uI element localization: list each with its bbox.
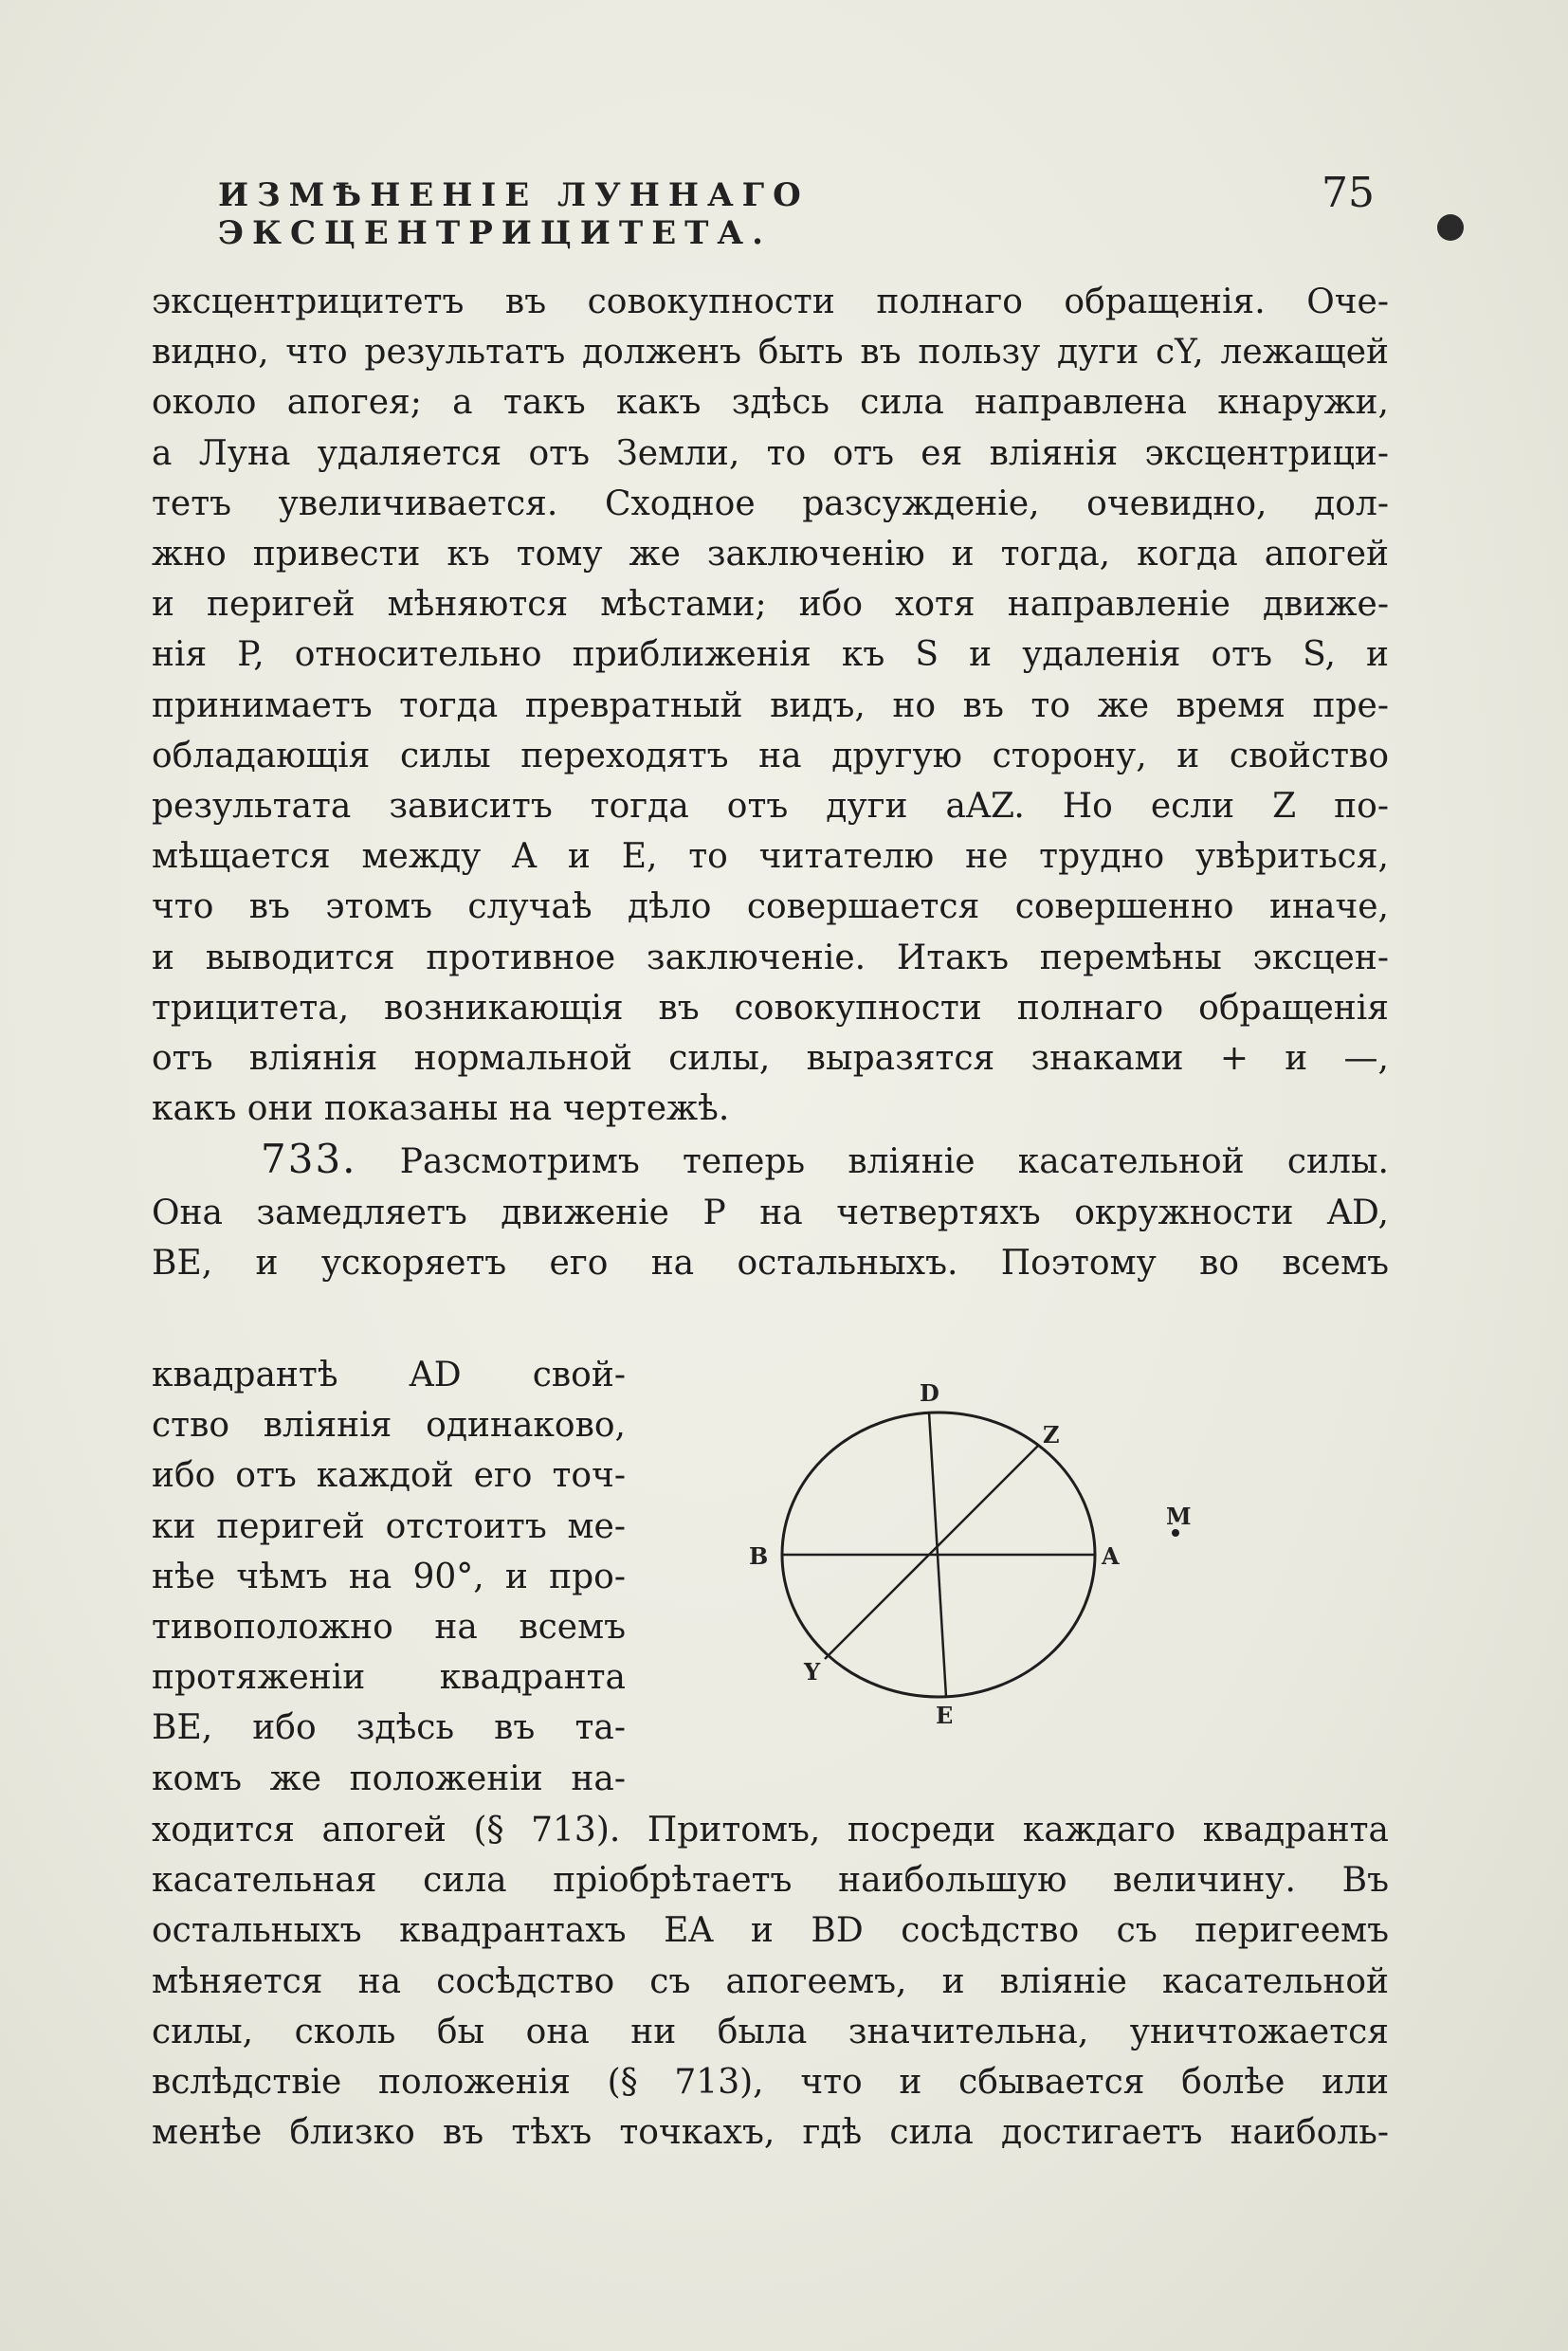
text-below-figure: [152, 1805, 1389, 2158]
text-line: Она замедляетъ движеніе P на четвертяхъ окружности AD,: [152, 1193, 1389, 1232]
label-D: D: [920, 1379, 939, 1407]
text-span: Разсмотримъ теперь вліяніе касательной силы.: [399, 1142, 1389, 1182]
text-line: результата зависитъ тогда отъ дуги aAZ. Но если Z по-: [152, 787, 1389, 827]
text-line: что въ этомъ случаѣ дѣло совершается совершенно иначе,: [152, 887, 1389, 927]
text-line: трицитета, возникающія въ совокупности полнаго обращенія: [152, 988, 1389, 1028]
line-ZY: [825, 1446, 1038, 1659]
text-line: и перигей мѣняются мѣстами; ибо хотя направленіе движе-: [152, 585, 1389, 625]
orbit-diagram-svg: [730, 1365, 1204, 1744]
orbit-diagram: [730, 1365, 1204, 1744]
label-Y: Y: [804, 1658, 821, 1686]
paragraph-733-first-line: [152, 1134, 1389, 1187]
text-line: эксцентрицитетъ въ совокупности полнаго обращенія. Оче-: [152, 282, 1389, 321]
text-line: BE, ибо здѣсь въ та-: [152, 1708, 626, 1748]
text-line: мѣщается между A и E, то читателю не трудно увѣриться,: [152, 837, 1389, 877]
text-line: вслѣдствіе положенія (§ 713), что и сбывается болѣе или: [152, 2063, 1389, 2103]
text-line: мѣняется на сосѣдство съ апогеемъ, и вліяніе касательной: [152, 1961, 1389, 2001]
text-line: комъ же положеніи на-: [152, 1759, 626, 1798]
text-line: BE, и ускоряетъ его на остальныхъ. Поэтому во всемъ: [152, 1243, 1389, 1283]
label-Z: Z: [1043, 1421, 1060, 1449]
text-line: нія P, относительно приближенія къ S и удаленія отъ S, и: [152, 635, 1389, 675]
label-E: E: [936, 1702, 954, 1729]
text-line: ходится апогей (§ 713). Притомъ, посреди каждаго квадранта: [152, 1811, 1389, 1850]
page-header: [152, 169, 1375, 252]
text-line: жно привести къ тому же заключенію и тогда, когда апогей: [152, 535, 1389, 574]
text-line: протяженіи квадранта: [152, 1658, 626, 1698]
text-line: около апогея; а такъ какъ здѣсь сила направлена кнаружи,: [152, 383, 1389, 423]
text-line: принимаетъ тогда превратный видъ, но въ то же время пре-: [152, 685, 1389, 725]
text-line: тетъ увеличивается. Сходное разсужденіе, очевидно, дол-: [152, 483, 1389, 523]
moon-point: [1172, 1529, 1179, 1537]
text-line: какъ они показаны на чертежѣ.: [152, 1089, 730, 1129]
text-line: квадрантѣ AD свой-: [152, 1356, 626, 1394]
text-line: видно, что результатъ долженъ быть въ пользу дуги cY, лежащей: [152, 333, 1389, 373]
label-A: A: [1102, 1542, 1120, 1570]
text-line: отъ вліянія нормальной силы, выразятся знаками + и —,: [152, 1039, 1389, 1079]
running-title: ИЗМѢНЕНІЕ ЛУННАГО ЭКСЦЕНТРИЦИТЕТА.: [218, 176, 810, 252]
page-number: 75: [1322, 169, 1375, 217]
text-line: силы, сколь бы она ни была значительна, уничтожается: [152, 2012, 1389, 2051]
label-M: M: [1166, 1503, 1192, 1530]
ink-dot: [1437, 214, 1464, 241]
label-B: B: [749, 1542, 769, 1570]
text-line: нѣе чѣмъ на 90°, и про-: [152, 1557, 626, 1596]
text-line: тивоположно на всемъ: [152, 1608, 626, 1648]
paragraph-732-continuation: [152, 277, 1389, 1288]
text-line: ство вліянія одинаково,: [152, 1406, 626, 1446]
text-line: а Луна удаляется отъ Земли, то отъ ея вліянія эксцентрици-: [152, 433, 1389, 473]
text-line: остальныхъ квадрантахъ EA и BD сосѣдство съ перигеемъ: [152, 1911, 1389, 1951]
text-line: ки перигей отстоитъ ме-: [152, 1506, 626, 1546]
text-line: касательная сила пріобрѣтаетъ наибольшую величину. Въ: [152, 1861, 1389, 1901]
text-line: обладающія силы переходятъ на другую сторону, и свойство: [152, 736, 1389, 775]
text-line: менѣе близко въ тѣхъ точкахъ, гдѣ сила достигаетъ наиболь-: [152, 2113, 1389, 2153]
text-beside-figure: [152, 1350, 626, 1804]
text-line: и выводится противное заключеніе. Итакъ перемѣны эксцен-: [152, 938, 1389, 977]
text-line: ибо отъ каждой его точ-: [152, 1456, 626, 1496]
paragraph-number: 733.: [261, 1136, 357, 1183]
